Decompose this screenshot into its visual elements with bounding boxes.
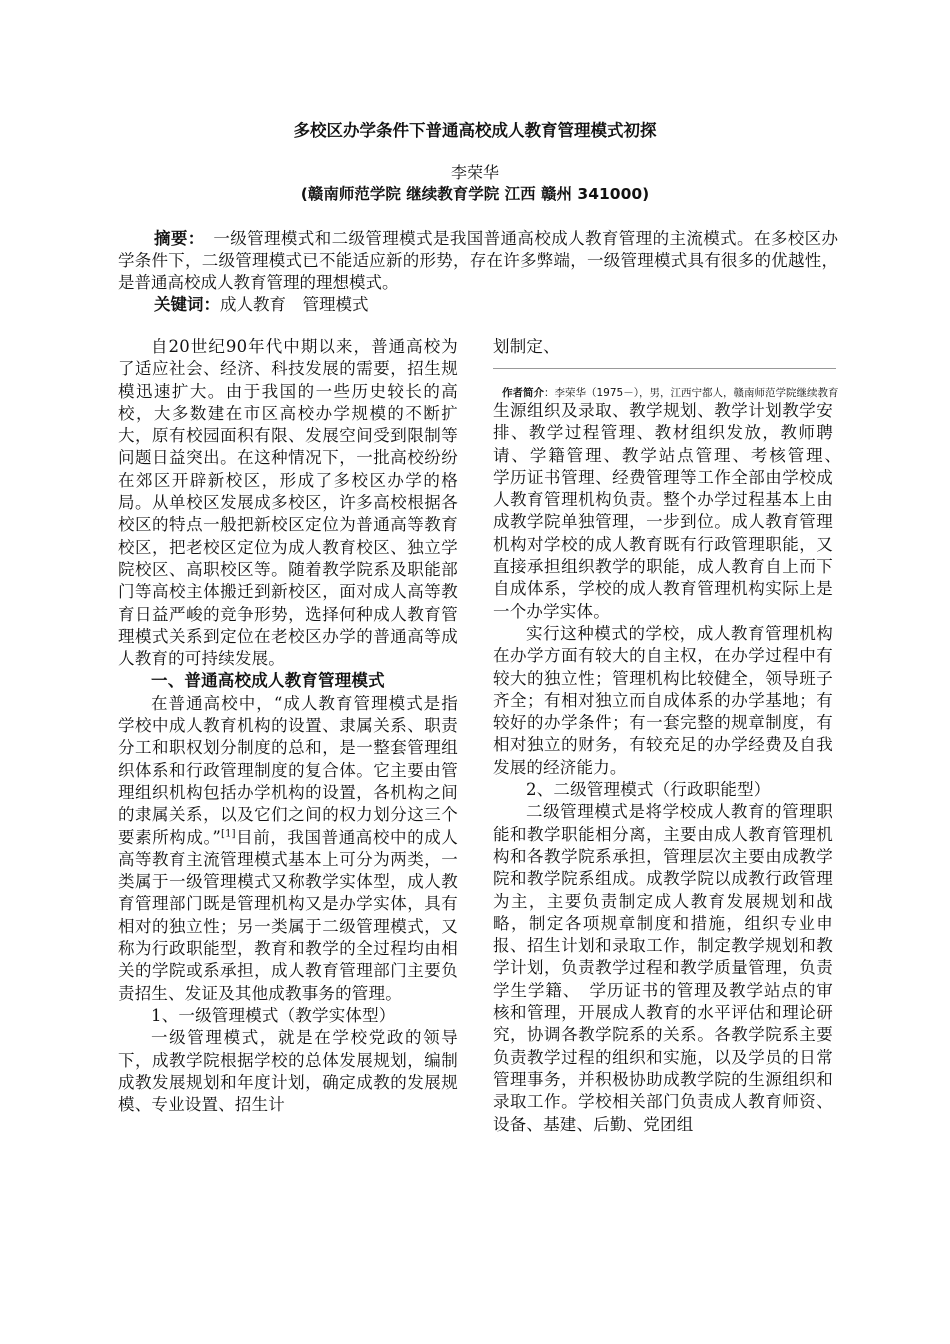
footnote-divider bbox=[493, 368, 836, 369]
subsection-heading-2: 2、二级管理模式（行政职能型） bbox=[526, 780, 771, 800]
left-column bbox=[118, 336, 458, 1116]
definition-quote: 在普通高校中，“成人教育管理模式是指学校中成人教育机构的设置、隶属关系、职责分工和职权划分制度的总和，是一整套管理组织体系和行政管理制度的复合体。它主要由管理组织机构包括办学机构的设置，各机构之间的隶属关系，以及它们之间的权力划分这三个要素所构成。” bbox=[118, 693, 458, 847]
body-paragraph-level1: 一级管理模式，就是在学校党政的领导下，成教学院根据学校的总体发展规划，编制成教发展规划和年度计划，确定成教的发展规模、专业设置、招生计 bbox=[118, 1028, 458, 1115]
body-paragraph-level1-features: 实行这种模式的学校，成人教育管理机构在办学方面有较大的自主权，在办学过程中有较大的独立性；管理机构比较健全，领导班子齐全；有相对独立而自成体系的办学基地；有较好的办学条件；有一套完整的规章制度，有相对独立的财务，有较充足的办学经费及自我发展的经济能力。 bbox=[493, 623, 833, 777]
author-affiliation: (赣南师范学院 继续教育学院 江西 赣州 341000) bbox=[300, 185, 650, 203]
abstract-text: 一级管理模式和二级管理模式是我国普通高校成人教育管理的主流模式。在多校区办学条件下，二级管理模式已不能适应新的形势，存在许多弊端，一级管理模式具有很多的优越性，是普通高校成人教育管理的理想模式。 bbox=[118, 229, 839, 292]
keywords-text: 成人教育 管理模式 bbox=[220, 295, 369, 314]
body-paragraph-intro: 自20世纪90年代中期以来，普通高校为了适应社会、经济、科技发展的需要，招生规模迅速扩大。由于我国的一些历史较长的高校，大多数建在市区高校办学规模的不断扩大，原有校园面积有限、发展空间受到限制等问题日益突出。在这种情况下，一批高校纷纷在郊区开辟新校区，形成了多校区办学的格局。从单校区发展成多校区，许多高校根据各校区的特点一般把新校区定位为普通高等教育校区，把老校区定位为成人教育校区、独立学院校区、高职校区等。随着教学院系及职能部门等高校主体搬迁到新校区，面对成人高等教育日益严峻的竞争形势，选择何种成人教育管理模式关系到定位在老校区办学的普通高等成人教育的可持续发展。 bbox=[118, 337, 458, 669]
keywords-line bbox=[118, 294, 838, 316]
right-column-top bbox=[493, 336, 833, 358]
author-footnote bbox=[502, 386, 950, 400]
author-name: 李荣华 bbox=[450, 163, 499, 182]
section-heading-1: 一、普通高校成人教育管理模式 bbox=[151, 671, 385, 691]
abstract-block bbox=[118, 228, 838, 316]
keywords-label: 关键词： bbox=[154, 295, 220, 314]
paper-title: 多校区办学条件下普通高校成人教育管理模式初探 bbox=[293, 121, 657, 140]
body-paragraph-level2: 二级管理模式是将学校成人教育的管理职能和教学职能相分离，主要由成人教育管理机构和各教学院系承担，管理层次主要由成教学院和教学院系组成。成教学院以成教行政管理为主，主要负责制定成人教育发展规划和战略，制定各项规章制度和措施，组织专业申报、招生计划和录取工作，制定教学规划和教学计划，负责教学过程和教学质量管理，负责学生学籍、 学历证书的管理及教学站点的审核和管理，开展成人教育的水平评估和理论研究，协调各教学院系的关系。各教学院系主要负责教学过程的组织和实施，以及学员的日常管理事务，并积极协助成教学院的生源组织和录取工作。学校相关部门负责成人教育师资、设备、基建、后勤、党团组 bbox=[493, 802, 833, 1134]
subsection-heading-1: 1、一级管理模式（教学实体型） bbox=[151, 1005, 396, 1025]
definition-continuation: 目前，我国普通高校中的成人高等教育主流管理模式基本上可分为两类，一类属于一级管理模式又称教学实体型，成人教育管理部门既是管理机构又是办学实体，具有相对的独立性；另一类属于二级管理模式，又称为行政职能型，教育和教学的全过程均由相关的学院或系承担，成人教育管理部门主要负责招生、发证及其他成教事务的管理。 bbox=[118, 827, 458, 1003]
body-paragraph-level1-cont: 生源组织及录取、教学规划、教学计划教学安排、教学过程管理、教材组织发放，教师聘请、学籍管理、教学站点管理、考核管理、 学历证书管理、经费管理等工作全部由学校成人教育管理机构负责。整个办学过程基本上由成教学院单独管理，一步到位。成人教育管理机构对学校的成人教育既有行政管理职能，又直接承担组织教学的职能，成人教育自上而下自成体系，学校的成人教育管理机构实际上是一个办学实体。 bbox=[493, 401, 850, 621]
abstract-paragraph bbox=[118, 228, 838, 294]
right-column bbox=[493, 400, 850, 1136]
body-paragraph-definition bbox=[118, 693, 458, 1005]
footnote-label: 作者简介 bbox=[502, 387, 544, 399]
body-continuation: 划制定、 bbox=[493, 337, 560, 356]
footnote-text: ：李荣华（1975－），男，江西宁都人，赣南师范学院继续教育 bbox=[544, 387, 839, 399]
abstract-label: 摘要： bbox=[154, 229, 197, 248]
citation-ref: [1] bbox=[220, 828, 236, 840]
